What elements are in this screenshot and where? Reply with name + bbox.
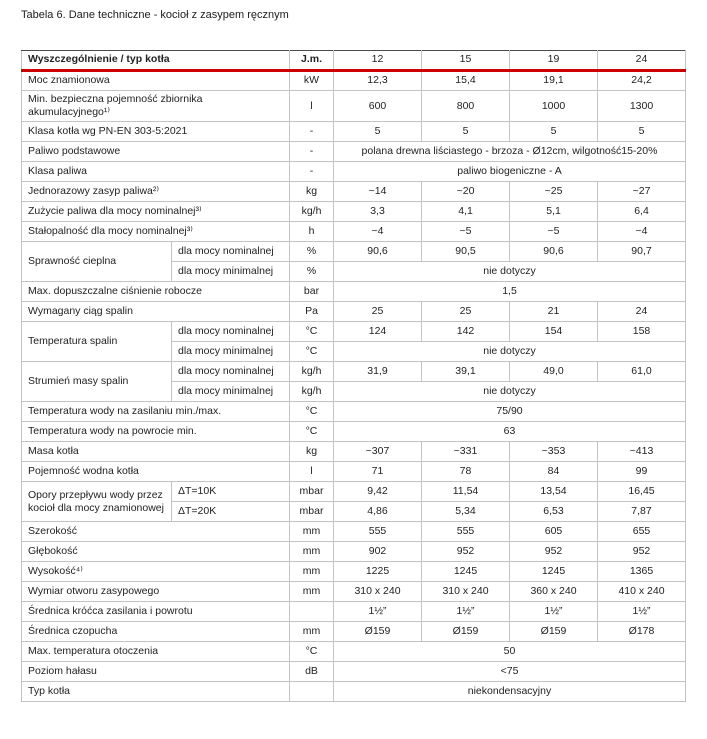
header-row	[22, 51, 686, 71]
value-cell: ~331	[422, 442, 510, 462]
value-cell-span: 50	[334, 642, 686, 662]
unit-cell: °C	[290, 402, 334, 422]
value-cell: 1½”	[510, 602, 598, 622]
value-cell: 19,1	[510, 71, 598, 91]
unit-cell: °C	[290, 322, 334, 342]
value-cell: ~5	[422, 222, 510, 242]
value-cell: 90,6	[510, 242, 598, 262]
table-row	[22, 242, 686, 262]
table-row	[22, 602, 686, 622]
value-cell: 555	[422, 522, 510, 542]
unit-cell: bar	[290, 282, 334, 302]
value-cell: 1½”	[334, 602, 422, 622]
param-cell: Średnica króćca zasilania i powrotu	[22, 602, 290, 622]
value-cell: 5	[510, 122, 598, 142]
param-cell: Wymiar otworu zasypowego	[22, 582, 290, 602]
unit-cell: mm	[290, 582, 334, 602]
unit-cell: dB	[290, 662, 334, 682]
table-row	[22, 442, 686, 462]
value-cell: 12,3	[334, 71, 422, 91]
table-row	[22, 362, 686, 382]
table-row	[22, 482, 686, 502]
table-row	[22, 622, 686, 642]
param-cell: Min. bezpieczna pojemność zbiornika akumulacyjnego¹⁾	[22, 91, 290, 122]
table-row	[22, 462, 686, 482]
value-cell: 9,42	[334, 482, 422, 502]
unit-cell: °C	[290, 642, 334, 662]
param-cell: Zużycie paliwa dla mocy nominalnej³⁾	[22, 202, 290, 222]
value-cell: 1300	[598, 91, 686, 122]
table-row	[22, 162, 686, 182]
table-row	[22, 282, 686, 302]
param-cell: Poziom hałasu	[22, 662, 290, 682]
param-cell: Pojemność wodna kotła	[22, 462, 290, 482]
table-row	[22, 71, 686, 91]
value-cell: 410 x 240	[598, 582, 686, 602]
value-cell: 6,4	[598, 202, 686, 222]
unit-cell: kg/h	[290, 362, 334, 382]
value-cell: 90,5	[422, 242, 510, 262]
table-row	[22, 302, 686, 322]
value-cell-span: polana drewna liściastego - brzoza - Ø12cm, wilgotność15-20%	[334, 142, 686, 162]
unit-cell: %	[290, 262, 334, 282]
value-cell: 655	[598, 522, 686, 542]
value-cell: 1225	[334, 562, 422, 582]
param-cell: Opory przepływu wody przez kocioł dla mocy znamionowej	[22, 482, 172, 522]
param-cell: Masa kotła	[22, 442, 290, 462]
unit-cell: Pa	[290, 302, 334, 322]
value-cell-span: 63	[334, 422, 686, 442]
table-row	[22, 322, 686, 342]
unit-cell: -	[290, 122, 334, 142]
table-row	[22, 182, 686, 202]
value-cell: 13,54	[510, 482, 598, 502]
value-cell: ~25	[510, 182, 598, 202]
value-cell: 11,54	[422, 482, 510, 502]
value-cell: 952	[422, 542, 510, 562]
header-unit-label: J.m.	[290, 51, 334, 71]
value-cell: 84	[510, 462, 598, 482]
param-cell: Średnica czopucha	[22, 622, 290, 642]
table-row	[22, 91, 686, 122]
value-cell: 1245	[510, 562, 598, 582]
param-cell: Wysokość⁴⁾	[22, 562, 290, 582]
value-cell: 310 x 240	[334, 582, 422, 602]
value-cell: 600	[334, 91, 422, 122]
param-cell: Stałopalność dla mocy nominalnej³⁾	[22, 222, 290, 242]
value-cell: 24,2	[598, 71, 686, 91]
value-cell: 24	[598, 302, 686, 322]
value-cell: 21	[510, 302, 598, 322]
value-cell-span: nie dotyczy	[334, 262, 686, 282]
table-row	[22, 122, 686, 142]
unit-cell: -	[290, 162, 334, 182]
spec-table	[21, 50, 686, 702]
value-cell: 142	[422, 322, 510, 342]
value-cell: 5	[422, 122, 510, 142]
value-cell: 360 x 240	[510, 582, 598, 602]
header-model-24: 24	[598, 51, 686, 71]
param-cell: Temperatura spalin	[22, 322, 172, 362]
value-cell-span: 75/90	[334, 402, 686, 422]
value-cell: 90,7	[598, 242, 686, 262]
value-cell: 15,4	[422, 71, 510, 91]
unit-cell: mm	[290, 522, 334, 542]
value-cell: 1½”	[598, 602, 686, 622]
value-cell-span: 1,5	[334, 282, 686, 302]
value-cell: 78	[422, 462, 510, 482]
value-cell: 3,3	[334, 202, 422, 222]
value-cell: 952	[510, 542, 598, 562]
table-row	[22, 142, 686, 162]
value-cell: ~413	[598, 442, 686, 462]
unit-cell: kg	[290, 182, 334, 202]
header-param-label: Wyszczególnienie / typ kotła	[22, 51, 290, 71]
value-cell: 800	[422, 91, 510, 122]
value-cell: Ø159	[422, 622, 510, 642]
param-cell: Temperatura wody na zasilaniu min./max.	[22, 402, 290, 422]
spec-table-body	[22, 71, 686, 702]
table-row	[22, 582, 686, 602]
table-row	[22, 202, 686, 222]
unit-cell: kg/h	[290, 202, 334, 222]
value-cell: 1000	[510, 91, 598, 122]
unit-cell: l	[290, 91, 334, 122]
value-cell: 49,0	[510, 362, 598, 382]
value-cell: Ø159	[510, 622, 598, 642]
sub-param-cell: dla mocy minimalnej	[172, 342, 290, 362]
unit-cell	[290, 602, 334, 622]
sub-param-cell: ΔT=20K	[172, 502, 290, 522]
value-cell-span: nie dotyczy	[334, 382, 686, 402]
value-cell-span: niekondensacyjny	[334, 682, 686, 702]
value-cell: 952	[598, 542, 686, 562]
value-cell: 16,45	[598, 482, 686, 502]
unit-cell: kg	[290, 442, 334, 462]
sub-param-cell: dla mocy nominalnej	[172, 362, 290, 382]
value-cell: 154	[510, 322, 598, 342]
value-cell-span: nie dotyczy	[334, 342, 686, 362]
value-cell: 31,9	[334, 362, 422, 382]
value-cell: 902	[334, 542, 422, 562]
unit-cell	[290, 682, 334, 702]
value-cell: 555	[334, 522, 422, 542]
value-cell: ~20	[422, 182, 510, 202]
param-cell: Temperatura wody na powrocie min.	[22, 422, 290, 442]
unit-cell: °C	[290, 342, 334, 362]
table-row	[22, 662, 686, 682]
param-cell: Moc znamionowa	[22, 71, 290, 91]
header-model-12: 12	[334, 51, 422, 71]
sub-param-cell: dla mocy minimalnej	[172, 382, 290, 402]
value-cell: ~307	[334, 442, 422, 462]
table-row	[22, 402, 686, 422]
sub-param-cell: ΔT=10K	[172, 482, 290, 502]
value-cell: ~14	[334, 182, 422, 202]
value-cell-span: paliwo biogeniczne - A	[334, 162, 686, 182]
value-cell: 310 x 240	[422, 582, 510, 602]
param-cell: Wymagany ciąg spalin	[22, 302, 290, 322]
table-row	[22, 222, 686, 242]
value-cell: Ø178	[598, 622, 686, 642]
value-cell: 61,0	[598, 362, 686, 382]
param-cell: Szerokość	[22, 522, 290, 542]
value-cell: ~4	[334, 222, 422, 242]
value-cell: ~353	[510, 442, 598, 462]
param-cell: Max. temperatura otoczenia	[22, 642, 290, 662]
sub-param-cell: dla mocy nominalnej	[172, 242, 290, 262]
param-cell: Sprawność cieplna	[22, 242, 172, 282]
value-cell: 1245	[422, 562, 510, 582]
unit-cell: l	[290, 462, 334, 482]
sub-param-cell: dla mocy nominalnej	[172, 322, 290, 342]
unit-cell: h	[290, 222, 334, 242]
value-cell: 158	[598, 322, 686, 342]
value-cell: 99	[598, 462, 686, 482]
unit-cell: mbar	[290, 502, 334, 522]
table-row	[22, 542, 686, 562]
value-cell: 4,86	[334, 502, 422, 522]
table-row	[22, 522, 686, 542]
param-cell: Jednorazowy zasyp paliwa²⁾	[22, 182, 290, 202]
unit-cell: °C	[290, 422, 334, 442]
value-cell: 25	[334, 302, 422, 322]
unit-cell: mm	[290, 562, 334, 582]
unit-cell: kW	[290, 71, 334, 91]
unit-cell: kg/h	[290, 382, 334, 402]
value-cell: 39,1	[422, 362, 510, 382]
value-cell: 25	[422, 302, 510, 322]
value-cell: 90,6	[334, 242, 422, 262]
value-cell: 5,1	[510, 202, 598, 222]
table-row	[22, 422, 686, 442]
param-cell: Max. dopuszczalne ciśnienie robocze	[22, 282, 290, 302]
param-cell: Paliwo podstawowe	[22, 142, 290, 162]
value-cell: 124	[334, 322, 422, 342]
value-cell: 1365	[598, 562, 686, 582]
value-cell: 6,53	[510, 502, 598, 522]
value-cell: 5	[598, 122, 686, 142]
value-cell: 605	[510, 522, 598, 542]
table-row	[22, 562, 686, 582]
value-cell: ~27	[598, 182, 686, 202]
value-cell-span: <75	[334, 662, 686, 682]
table-row	[22, 682, 686, 702]
value-cell: 4,1	[422, 202, 510, 222]
header-model-15: 15	[422, 51, 510, 71]
table-caption: Tabela 6. Dane techniczne - kocioł z zasypem ręcznym	[21, 9, 289, 21]
unit-cell: %	[290, 242, 334, 262]
sub-param-cell: dla mocy minimalnej	[172, 262, 290, 282]
param-cell: Strumień masy spalin	[22, 362, 172, 402]
param-cell: Głębokość	[22, 542, 290, 562]
header-model-19: 19	[510, 51, 598, 71]
unit-cell: mm	[290, 542, 334, 562]
value-cell: Ø159	[334, 622, 422, 642]
value-cell: 1½”	[422, 602, 510, 622]
value-cell: 7,87	[598, 502, 686, 522]
table-row	[22, 642, 686, 662]
value-cell: 5,34	[422, 502, 510, 522]
value-cell: 5	[334, 122, 422, 142]
param-cell: Typ kotła	[22, 682, 290, 702]
unit-cell: mbar	[290, 482, 334, 502]
value-cell: ~5	[510, 222, 598, 242]
unit-cell: mm	[290, 622, 334, 642]
param-cell: Klasa paliwa	[22, 162, 290, 182]
unit-cell: -	[290, 142, 334, 162]
value-cell: 71	[334, 462, 422, 482]
value-cell: ~4	[598, 222, 686, 242]
param-cell: Klasa kotła wg PN-EN 303-5:2021	[22, 122, 290, 142]
